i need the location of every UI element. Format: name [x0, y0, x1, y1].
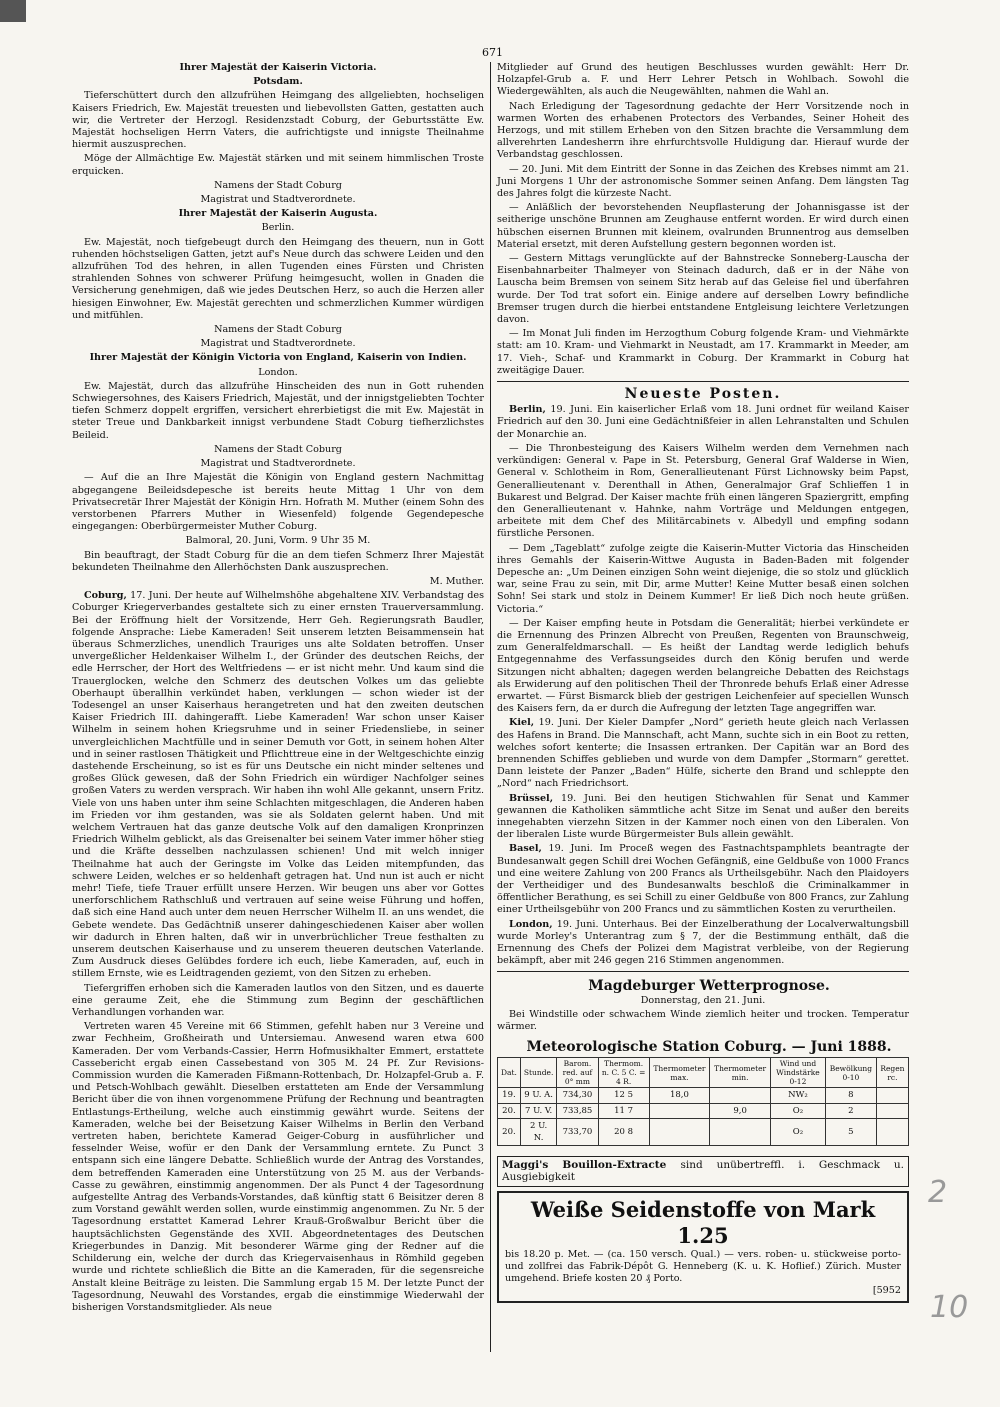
forecast-text: Bei Windstille oder schwachem Winde ziemlich heiter und trocken. Temperatur wärmer. — [497, 1008, 909, 1033]
reply-signature: M. Muther. — [429, 575, 484, 587]
table-cell: 733,85 — [557, 1103, 598, 1118]
post-berlin-1 — [497, 404, 909, 441]
table-cell — [710, 1118, 771, 1145]
telegram-3-body: Ew. Majestät, durch das allzufrühe Hinscheiden des nun in Gott ruhenden Schwiegersohnes, des Kaisers Friedrich, Majestät, und der innigstgeliebten Tochter tiefen Schmerz doppelt ergriffen, versichert ehrerbietigst die mit Ew. Majestät in steter Treue und Dankbarkeit innigst verbundene Stadt Coburg tiefherzlichstes Beileid. — [72, 380, 484, 441]
table-cell: 11 7 — [598, 1103, 649, 1118]
table-cell: 9 U. A. — [520, 1088, 556, 1103]
maggi-claim: sind unübertreffl. i. Geschmack u. Ausgiebigkeit — [502, 1159, 904, 1184]
weather-table-header-row — [498, 1058, 909, 1088]
post-kiel-place: Kiel, — [509, 717, 535, 729]
post-berlin-place: Berlin, — [509, 404, 546, 416]
table-cell — [649, 1103, 710, 1118]
local-news-markets: — Im Monat Juli finden im Herzogthum Coburg folgende Kram- und Viehmärkte statt: am 10. Kram- und Viehmarkt in Neustadt, am 17. Krammarkt in Meeder, am 17. Vieh-, Schaf- und Krammarkt in Coburg. Der Krammarkt in Coburg hat zweitägige Dauer. — [497, 328, 909, 376]
reply-dateline: Balmoral, 20. Juni, Vorm. 9 Uhr 35 M. — [185, 535, 371, 547]
silk-advertisement — [497, 1191, 909, 1303]
maggi-advertisement — [497, 1156, 909, 1186]
forecast-rule — [497, 971, 909, 972]
page-number: 671 — [482, 46, 503, 59]
weather-table — [497, 1057, 909, 1146]
silk-ad-code: [5952 — [872, 1284, 901, 1296]
coburg-report — [72, 590, 484, 981]
silk-ad-body: bis 18.20 p. Met. — (ca. 150 versch. Qual.) — vers. roben- u. stückweise porto- und zollfrei das Fabrik-Dépôt G. Henneberg (K. u. K. Hoflief.) Zürich. Muster umgehend. Briefe kosten 20 ₰ Porto. — [505, 1248, 901, 1284]
table-cell — [710, 1088, 771, 1103]
table-cell: 18,0 — [649, 1088, 710, 1103]
table-cell: 2 — [825, 1103, 876, 1118]
local-news-fountain: — Anläßlich der bevorstehenden Neupflasterung der Johannisgasse ist der seitherige unschöne Brunnen am Zeughause entfernt worden. Er wird durch einen hübschen eisernen Brunnen mit kleinem, ovalrunden Brunnentrog aus demselben Material ersetzt, mit deren Aufstellung gestern begonnen worden ist. — [497, 202, 909, 250]
right-column — [497, 62, 909, 1303]
telegram-3-sign-1: Namens der Stadt Coburg — [214, 443, 342, 455]
table-cell: 20. — [498, 1118, 521, 1145]
weather-header-wind: Wind und Windstärke 0-12 — [770, 1058, 825, 1088]
left-column — [72, 62, 484, 1316]
weather-header-thermometer: Thermom. n. C. 5 C. = 4 R. — [598, 1058, 649, 1088]
table-cell — [649, 1118, 710, 1145]
maggi-brand: Maggi's Bouillon-Extracte — [502, 1159, 667, 1172]
post-berlin-2: — Die Thronbesteigung des Kaisers Wilhelm werden dem Vernehmen nach verkündigen: General v. Pape in St. Petersburg, General Graf Walderse in Wien, General v. Schlotheim in Rom, Generallieutenant Fürst Lichnowsky beim Papst, Generallieutenant v. Derenthall in Athen, Generalmajor Graf Schlieffen 1 in Bukarest und Belgrad. Der Kaiser machte früh einen längeren Spaziergritt, empfing den Generallieutenant v. Hahnke, nahm Vorträge und Meldungen entgegen, arbeitete mit dem Chef des Militärcabinets v. Albedyll und empfing sodann fürstliche Personen. — [497, 442, 909, 540]
table-cell: 734,30 — [557, 1088, 598, 1103]
local-news-railway-accident: — Gestern Mittags verunglückte auf der Bahnstrecke Sonneberg-Lauscha der Eisenbahnarbeiter Thalmeyer von Steinach dadurch, daß er in der Nähe von Lauscha beim Bremsen von seinem Sitz herab auf das Geleise fiel und überfahren wurde. Der Tod trat sofort ein. Einige andere auf derselben Lowry befindliche Bremser trugen durch die hierbei entstandene Entgleisung leichtere Verletzungen davon. — [497, 253, 909, 326]
table-row — [498, 1103, 909, 1118]
post-bruessel-place: Brüssel, — [509, 792, 554, 804]
table-cell: NW₂ — [770, 1088, 825, 1103]
table-cell: 7 U. V. — [520, 1103, 556, 1118]
telegram-1-sign-1: Namens der Stadt Coburg — [214, 179, 342, 191]
reply-notice: — Auf die an Ihre Majestät die Königin von England gestern Nachmittag abgegangene Beileidsdepesche ist bereits heute Mittag 1 Uhr von dem Privatsecretär Ihrer Majestät der Königin Hrn. Hofrath M. Muther (einem Sohn des verstorbenen Pfarrers Muther in Wiesenfeld) folgende Gegendepesche eingegangen: Oberbürgermeister Muther Coburg. — [72, 472, 484, 533]
verbandstag-closing: Nach Erledigung der Tagesordnung gedachte der Herr Vorsitzende noch in warmen Worten des erhabenen Protectors des Verbandes, Seiner Hoheit des Herzogs, und mit stillem Erheben von den Sitzen brachte die Versammlung dem allverehrten Landesherrn ihre ehrfurchtsvolle Huldigung dar. Hierauf wurde der Verbandstag geschlossen. — [497, 100, 909, 161]
station-title: Meteorologische Station Coburg. — Juni 1888. — [526, 1039, 892, 1056]
post-berlin-3: — Dem „Tageblatt“ zufolge zeigte die Kaiserin-Mutter Victoria das Hinscheiden ihres Gemahls der Kaiserin-Wittwe Augusta in Baden-Baden mit folgender Depesche an: „Um Deinen einzigen Sohn weint diejenige, die so stolz und glücklich war, seine Frau zu sein, mit Dir, arme Mutter! Keine Mutter besaß einen solchen Sohn! Sei stark und stolz in Deinem Kummer! Er ließ Dich noch heute grüßen. Victoria.“ — [497, 542, 909, 615]
post-berlin-4: — Der Kaiser empfing heute in Potsdam die Generalität; hierbei verkündete er die Ernennung des Prinzen Albrecht von Preußen, Regenten von Braunschweig, zum Generalfeldmarschall. — Es heißt der Landtag werde lediglich behufs Entgegennahme des Verfassungseides durch den König berufen und werde Sitzungen nicht abhalten; dagegen werden belangreiche Debatten des Reichstags als Erwiderung auf den politischen Theil der Thronrede behufs Erlaß einer Adresse erwartet. — Fürst Bismarck blieb der gestrigen Leichenfeier auf speciellen Wunsch des Kaisers fern, da er durch die Aufregung der letzten Tage angegriffen war. — [497, 617, 909, 715]
telegram-1-place: Potsdam. — [253, 76, 303, 88]
telegram-2-place: Berlin. — [261, 222, 295, 234]
section-rule — [497, 381, 909, 382]
weather-header-max: Thermometer max. — [649, 1058, 710, 1088]
weather-header-rain: Regen rc. — [876, 1058, 908, 1088]
coburg-report-continued-1: Tiefergriffen erhoben sich die Kameraden lautlos von den Sitzen, und es dauerte eine geraume Zeit, ehe die Stimmung zum Beginn der geschäftlichen Verhandlungen vorhanden war. — [72, 982, 484, 1019]
scan-corner-mark — [0, 0, 26, 22]
forecast-title: Magdeburger Wetterprognose. — [588, 978, 830, 995]
post-basel-place: Basel, — [509, 843, 542, 855]
telegram-1-sign-2: Magistrat und Stadtverordnete. — [200, 194, 356, 206]
coburg-dateline-place: Coburg, — [84, 590, 127, 602]
table-cell: O₂ — [770, 1118, 825, 1145]
post-london-place: London, — [509, 918, 553, 930]
local-news-solstice: — 20. Juni. Mit dem Eintritt der Sonne in das Zeichen des Krebses nimmt am 21. Juni Morgens 1 Uhr der astronomische Sommer seinen Anfang. Dem längsten Tag des Jahres folgt die kürzeste Nacht. — [497, 163, 909, 200]
table-cell — [876, 1088, 908, 1103]
post-kiel-text: 19. Juni. Der Kieler Dampfer „Nord“ gerieth heute gleich nach Verlassen des Hafens in Brand. Die Mannschaft, acht Mann, suchte sich in ein Boot zu retten, welches sofort kenterte; die Insassen ertranken. Der Capitän war an Bord des brennenden Schiffes geblieben und wurde von dem Dampfer „Stormarn“ gerettet. Dann leistete der Panzer „Baden“ Hülfe, sicherte den Brand und schleppte den „Nord“ nach Friedrichsort. — [497, 717, 909, 790]
reply-text: Bin beauftragt, der Stadt Coburg für die an dem tiefen Schmerz Ihrer Majestät bekundeten Theilnahme den Allerhöchsten Dank auszusprechen. — [72, 549, 484, 573]
table-cell: 20 8 — [598, 1118, 649, 1145]
table-row — [498, 1088, 909, 1103]
silk-ad-headline: Weiße Seidenstoffe von Mark 1.25 — [530, 1196, 876, 1248]
weather-header-date: Dat. — [498, 1058, 521, 1088]
telegram-3-place: London. — [258, 366, 298, 378]
table-cell: 2 U. N. — [520, 1118, 556, 1145]
weather-header-cloud: Bewölkung 0-10 — [825, 1058, 876, 1088]
table-cell: 8 — [825, 1088, 876, 1103]
table-cell: 5 — [825, 1118, 876, 1145]
weather-header-min: Thermometer min. — [710, 1058, 771, 1088]
table-cell — [876, 1103, 908, 1118]
column-divider — [490, 62, 491, 1352]
telegram-1-body: Tieferschüttert durch den allzufrühen Heimgang des allgeliebten, hochseligen Kaisers Friedrich, Ew. Majestät treuesten und liebevollsten Gatten, gestatten auch wir, die Vertreter der Herzogl. Residenzstadt Coburg, der Geburtsstätte Ew. Majestät hochseligen Herrn Vaters, die aufrichtigste und innigste Theilnahme hiermit auszusprechen. — [72, 90, 484, 151]
telegram-2-sign-1: Namens der Stadt Coburg — [214, 324, 342, 336]
table-cell: 733,70 — [557, 1118, 598, 1145]
table-cell: 12 5 — [598, 1088, 649, 1103]
table-cell: 20. — [498, 1103, 521, 1118]
post-london-text: 19. Juni. Unterhaus. Bei der Einzelberathung der Localverwaltungsbill wurde Morley's Unterantrag zum § 7, der die Bestimmung enthält, daß die Ernennung des Chefs der Polizei dem Magistrat verbleibe, von der Regierung bekämpft, aber mit 246 gegen 216 Stimmen angenommen. — [497, 918, 909, 967]
telegram-1-wish: Möge der Allmächtige Ew. Majestät stärken und mit seinem himmlischen Troste erquicken. — [72, 153, 484, 177]
handwritten-mark-b: 10 — [930, 1290, 969, 1325]
weather-header-barometer: Barom. red. auf 0° mm — [557, 1058, 598, 1088]
post-basel-text: 19. Juni. Im Proceß wegen des Fastnachtspamphlets beantragte der Bundesanwalt gegen Schill drei Wochen Gefängniß, eine Geldbuße von 1000 Francs und eine weitere Zahlung von 200 Francs als Urtheilsgebühr. Nach den Plaidoyers der Vertheidiger und des Bundesanwalts beschloß die Criminalkammer in öffentlicher Berathung, es sei Schill zu einer Geldbuße von 800 Francs, zur Zahlung einer Urtheilsgebühr von 200 Francs und zu sämmtlichen Kosten zu verurtheilen. — [497, 843, 909, 916]
table-cell: O₂ — [770, 1103, 825, 1118]
table-row — [498, 1118, 909, 1145]
coburg-report-continued-2: Vertreten waren 45 Vereine mit 66 Stimmen, gefehlt haben nur 3 Vereine und zwar Fechheim, Großheirath und Untersiemau. Anwesend waren etwa 600 Kameraden. Der vom Verbands-Cassier, Herrn Hofmusikhalter Emmert, erstattete Cassebericht ergab einen Cassebestand von 305 M. 24 Pf. Zur Revisions-Commission wurden die Kameraden Fißmann-Rottenbach, Dr. Holzapfel-Grub a. F. und Petsch-Wohlbach gewählt. Dieselben erstatteten am Ende der Versammlung Bericht über die von ihnen vorgenommene Prüfung der Rechnung und beantragten Entlastungs-Ertheilung, welche auch einstimmig gewährt wurde. Seitens der Kameraden, welche bei der Beisetzung Kaiser Wilhelms in Berlin den Verband vertreten haben, berichtete Kamerad Geiger-Coburg in ausführlicher und fesselnder Weise, wofür er den Dank der Versammlung erntete. Zu Punct 3 entspann sich eine längere Debatte. Schließlich wurde der Antrag des Vorstandes, dem betreffenden Kameraden eine Unterstützung von 25 M. aus der Verbands-Casse zu gewähren, einstimmig angenommen. Der als Punct 4 der Tagesordnung aufgestellte Antrag des Verbands-Vorstandes, daß künftig statt 6 Beisitzer deren 8 zum Vorstand gewählt werden sollen, wurde einstimmig angenommen. Zu Nr. 5 der Tagesordnung erstattet Kamerad Lehrer Krauß-Großwalbur Bericht über die hauptsächlichsten Gegenstände des XVII. Abgeordnetentages des Deutschen Kriegerbundes in Danzig. Mit besonderer Wärme ging der Redner auf die Schilderung ein, welche der durch das Kriegervaisenhaus in Römhild gegeben wurde und richtete schließlich die Bitte an die Kameraden, für die segensreiche Anstalt kleine Beiträge zu leisten. Die Sammlung ergab 15 M. Der letzte Punct der Tagesordnung, Neuwahl des Vorstandes, ergab die einstimmige Wiederwahl der bisherigen Vorstandsmitglieder. Als neue — [72, 1021, 484, 1313]
telegram-1-recipient: Ihrer Majestät der Kaiserin Victoria. — [179, 62, 377, 73]
forecast-date: Donnerstag, den 21. Juni. — [640, 994, 766, 1006]
section-title-latest-posts: Neueste Posten. — [624, 386, 782, 403]
table-cell: 19. — [498, 1088, 521, 1103]
telegram-2-recipient: Ihrer Majestät der Kaiserin Augusta. — [178, 208, 378, 220]
telegram-3-sign-2: Magistrat und Stadtverordnete. — [200, 458, 356, 470]
post-kiel — [497, 717, 909, 790]
telegram-3-recipient: Ihrer Majestät der Königin Victoria von England, Kaiserin von Indien. — [89, 352, 467, 364]
weather-header-hour: Stunde. — [520, 1058, 556, 1088]
coburg-dateline-date: 17. Juni. — [130, 590, 172, 602]
handwritten-mark-a: 2 — [928, 1175, 948, 1210]
post-bruessel-text: 19. Juni. Bei den heutigen Stichwahlen für Senat und Kammer gewannen die Katholiken sämmtliche acht Sitze im Senat und außer den bereits innegehabten vierzehn Sitzen in der Kammer noch einen von den Liberalen. Von der liberalen Liste wurde Bürgermeister Buls allein gewählt. — [497, 792, 909, 841]
post-berlin-text: 19. Juni. Ein kaiserlicher Erlaß vom 18. Juni ordnet für weiland Kaiser Friedrich auf den 30. Juni eine Gedächtnißfeier in allen Lehranstalten und Schulen der Monarchie an. — [497, 404, 909, 440]
table-cell — [876, 1118, 908, 1145]
post-bruessel — [497, 793, 909, 842]
telegram-2-sign-2: Magistrat und Stadtverordnete. — [200, 338, 356, 350]
post-basel — [497, 843, 909, 916]
post-london — [497, 919, 909, 968]
verbandstag-continuation: Mitglieder auf Grund des heutigen Beschlusses wurden gewählt: Herr Dr. Holzapfel-Grub a. F. und Herr Lehrer Petsch in Wohlbach. Sowohl die Wiedergewählten, als auch die Neugewählten, nahmen die Wahl an. — [497, 62, 909, 98]
coburg-report-text: Der heute auf Wilhelmshöhe abgehaltene XIV. Verbandstag des Coburger Kriegerverbandes gestaltete sich zu einer ernsten Trauerversammlung. Bei der Eröffnung hielt der Vorsitzende, Herr Geh. Regierungsrath Baudler, folgende Ansprache: Liebe Kameraden! Seit unserem letzten Beisammensein hat überaus Schmerzliches, unendlich Trauriges uns alte Soldaten betroffen. Unser unvergeßlicher Heldenkaiser Wilhelm I., der Gründer des deutschen Reichs, der edle Herrscher, der Hort des Weltfriedens — er ist nicht mehr. Und kaum sind die Trauerglocken, welche den Schmerz des deutschen Volkes um das geliebte Oberhaupt überallhin verkündet haben, verklungen — schon wieder ist der Todesengel an unser Kaiserhaus herangetreten und hat den zweiten deutschen Kaiser Friedrich III. dahingerafft. Liebe Kameraden! War schon unser Kaiser Wilhelm in seinem hohen Kriegsruhme und in seiner Friedensliebe, in seiner unvergleichlichen Machtfülle und in seiner Demuth vor Gott, in seinem hohen Alter und in seiner rastlosen Thätigkeit und Pflichttreue eine in der Weltgeschichte einzig dastehende Erscheinung, so ist es für uns Deutsche ein nicht minder seltenes und großes Glück gewesen, daß der Sohn Friedrich ein würdiger Nachfolger seines großen Vaters zu werden versprach. Wir haben ihn wohl Alle gekannt, unsern Fritz. Viele von uns haben unter ihm seine Schlachten mitgeschlagen, die Anderen haben im Frieden vor ihm gestanden, was sie als Soldaten gelernt haben. Und mit welchem Vertrauen hat das ganze deutsche Volk auf den damaligen Kronprinzen Friedrich Wilhelm geblickt, als das Greisenalter bei seinem Vater immer höher stieg und die Kräfte desselben nachzulassen schienen! Und mit welch inniger Theilnahme hat auch der Geringste im Volke das Leiden mitempfunden, das schwere Leiden, welches er so heldenhaft getragen hat. Und nun ist auch er nicht mehr! Tiefe, tiefe Trauer erfüllt unsere Herzen. Wir beugen uns aber vor Gottes unerforschlichem Rathschluß und vertrauen auf seine weise Führung und hoffen, daß sich eine Hand auch unter dem neuen Herrscher Wilhelm II. an uns wendet, die Gebete wendete. Das Gedächtniß unserer dahingeschiedenen Kaiser aber wollen wir dadurch in Ehren halten, daß wir in unverbrüchlicher Treue festhalten zu unserem deutschen Kaiserhause und zu unserem theueren deutschen Vaterlande. Zum Ausdruck dieses Gelübdes fordere ich euch, liebe Kameraden, auf, euch in stillem Ernste, wie es Leidtragenden geziemt, von den Sitzen zu erheben. — [72, 590, 484, 980]
table-cell: 9,0 — [710, 1103, 771, 1118]
telegram-2-body: Ew. Majestät, noch tiefgebeugt durch den Heimgang des theuern, nun in Gott ruhenden höchstseligen Gatten, jetzt auf's Neue durch das schwere Leiden und den allzufrühen Tod des hehren, in allen Tugenden eines Fürsten und Christen strahlenden Sohnes von schwerer Prüfung heimgesucht, wollen in Gnaden die Versicherung genehmigen, daß wie jedes Deutschen Herz, so auch die Herzen aller hiesigen Einwohner, Ew. Majestät gerechten und schmerzlichen Kummer würdigen und mitfühlen. — [72, 236, 484, 321]
